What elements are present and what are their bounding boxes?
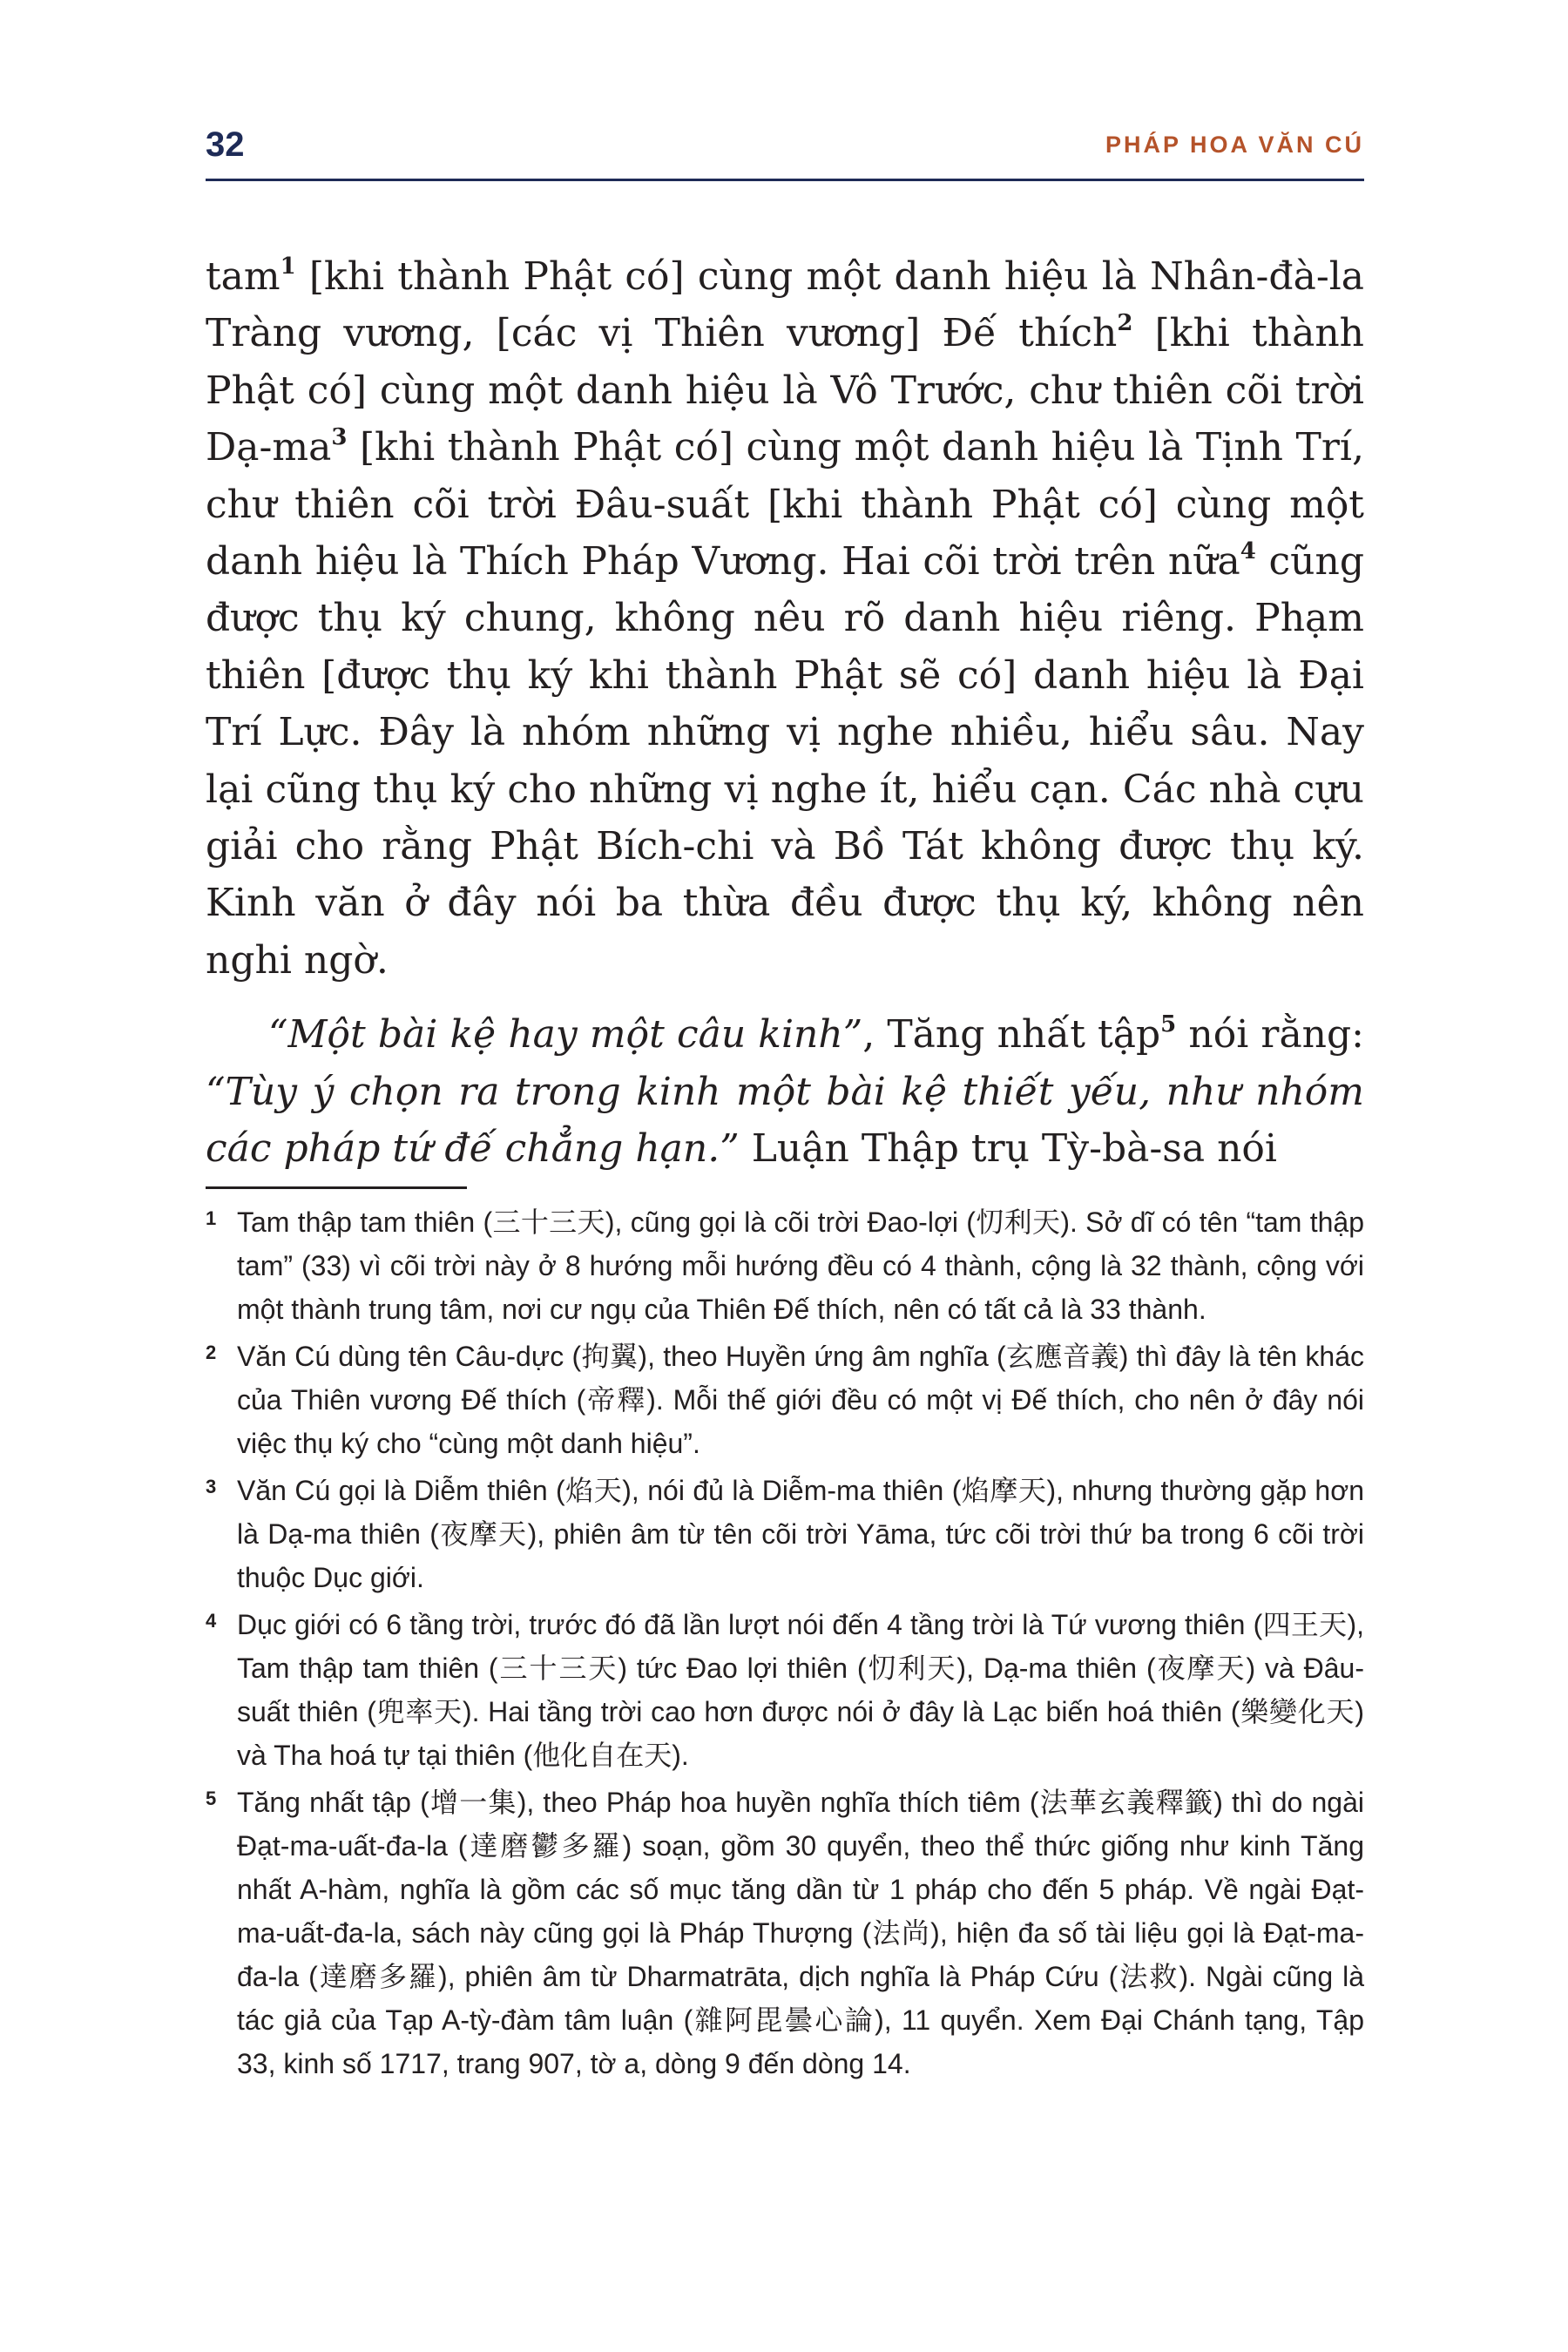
- text-run: tam: [206, 254, 280, 299]
- footnote-ref-1[interactable]: 1: [280, 253, 296, 280]
- text-run: , Tăng nhất tập: [862, 1012, 1161, 1058]
- text-run: [khi thành Phật có] cùng một danh hiệu là Tịnh Trí, chư thiên cõi trời Đâu-suất [khi thành Phật có] cùng một danh hiệu là Thích Pháp Vương. Hai cõi trời trên nữa: [206, 425, 1364, 585]
- quote-explanation: “Tùy ý chọn ra trong kinh một bài kệ thiết yếu, như nhóm các pháp tứ đế chẳng hạn.”: [206, 1069, 1364, 1172]
- text-run: Luận Thập trụ Tỳ-bà-sa nói: [739, 1126, 1277, 1172]
- footnote-ref-5[interactable]: 5: [1160, 1011, 1177, 1038]
- page-number: 32: [206, 125, 245, 164]
- footnote-4: [206, 1603, 1364, 1777]
- footnote-2: [206, 1335, 1364, 1465]
- footnote-mark: 4: [206, 1610, 217, 1632]
- header-rule: [206, 179, 1364, 181]
- quote-verse: “Một bài kệ hay một câu kinh”: [268, 1012, 863, 1058]
- text-run: nói rằng:: [1176, 1012, 1365, 1058]
- text-run: [khi thành Phật có] cùng một danh hiệu là Nhân-đà-la Tràng vương, [các vị Thiên vương] Đế thích: [206, 254, 1364, 356]
- paragraph-1: [206, 248, 1364, 989]
- running-header: [206, 124, 1364, 176]
- footnote-text: Văn Cú dùng tên Câu-dực (拘翼), theo Huyền ứng âm nghĩa (玄應音義) thì đây là tên khác của Thiên vương Đế thích (帝釋). Mỗi thế giới đều có một vị Đế thích, cho nên ở đây nói việc thụ ký cho “cùng một danh hiệu”.: [237, 1341, 1364, 1459]
- footnote-text: Tăng nhất tập (增一集), theo Pháp hoa huyền nghĩa thích tiêm (法華玄義釋籤) thì do ngài Đạt-ma-uất-đa-la (達磨鬱多羅) soạn, gồm 30 quyển, theo thể thức giống như kinh Tăng nhất A-hàm, nghĩa là gồm các số mục tăng dần từ 1 pháp cho đến 5 pháp. Về ngài Đạt-ma-uất-đa-la, sách này cũng gọi là Pháp Thượng (法尚), hiện đa số tài liệu gọi là Đạt-ma-đa-la (達磨多羅), phiên âm từ Dharmatrāta, dịch nghĩa là Pháp Cứu (法救). Ngài cũng là tác giả của Tạp A-tỳ-đàm tâm luận (雜阿毘曇心論), 11 quyển. Xem Đại Chánh tạng, Tập 33, kinh số 1717, trang 907, tờ a, dòng 9 đến dòng 14.: [237, 1787, 1364, 2079]
- footnote-mark: 1: [206, 1207, 217, 1229]
- footnote-mark: 3: [206, 1476, 217, 1497]
- footnote-text: Văn Cú gọi là Diễm thiên (焰天), nói đủ là Diễm-ma thiên (焰摩天), nhưng thường gặp hơn là Dạ-ma thiên (夜摩天), phiên âm từ tên cõi trời Yāma, tức cõi trời thứ ba trong 6 cõi trời thuộc Dục giới.: [237, 1475, 1364, 1593]
- footnote-ref-3[interactable]: 3: [331, 424, 348, 451]
- footnote-text: Dục giới có 6 tầng trời, trước đó đã lần lượt nói đến 4 tầng trời là Tứ vương thiên (四王天), Tam thập tam thiên (三十三天) tức Đao lợi thiên (忉利天), Dạ-ma thiên (夜摩天) và Đâu-suất thiên (兜率天). Hai tầng trời cao hơn được nói ở đây là Lạc biến hoá thiên (樂變化天) và Tha hoá tự tại thiên (他化自在天).: [237, 1609, 1364, 1771]
- footnote-5: [206, 1781, 1364, 2085]
- paragraph-2: [206, 1006, 1364, 1177]
- footnote-ref-4[interactable]: 4: [1240, 538, 1256, 565]
- footnote-separator: [206, 1186, 467, 1189]
- text-run: cũng được thụ ký chung, không nêu rõ danh hiệu riêng. Phạm thiên [được thụ ký khi thành Phật sẽ có] danh hiệu là Đại Trí Lực. Đây là nhóm những vị nghe nhiều, hiểu sâu. Nay lại cũng thụ ký cho những vị nghe ít, hiểu cạn. Các nhà cựu giải cho rằng Phật Bích-chi và Bồ Tát không được thụ ký. Kinh văn ở đây nói ba thừa đều được thụ ký, không nên nghi ngờ.: [206, 539, 1364, 983]
- footnote-mark: 2: [206, 1342, 217, 1363]
- footnote-text: Tam thập tam thiên (三十三天), cũng gọi là cõi trời Đao-lợi (忉利天). Sở dĩ có tên “tam thập tam” (33) vì cõi trời này ở 8 hướng mỗi hướng đều có 4 thành, cộng là 32 thành, cộng với một thành trung tâm, nơi cư ngụ của Thiên Đế thích, nên có tất cả là 33 thành.: [237, 1206, 1364, 1325]
- footnote-ref-2[interactable]: 2: [1117, 310, 1133, 337]
- footnote-mark: 5: [206, 1788, 217, 1809]
- footnotes: [206, 1200, 1364, 2089]
- footnote-3: [206, 1469, 1364, 1599]
- footnote-1: [206, 1200, 1364, 1331]
- main-text: [206, 248, 1364, 1178]
- text-run: [khi thành Phật có] cùng một danh hiệu là Vô Trước, chư thiên cõi trời Dạ-ma: [206, 311, 1364, 470]
- book-title: PHÁP HOA VĂN CÚ: [1105, 132, 1364, 158]
